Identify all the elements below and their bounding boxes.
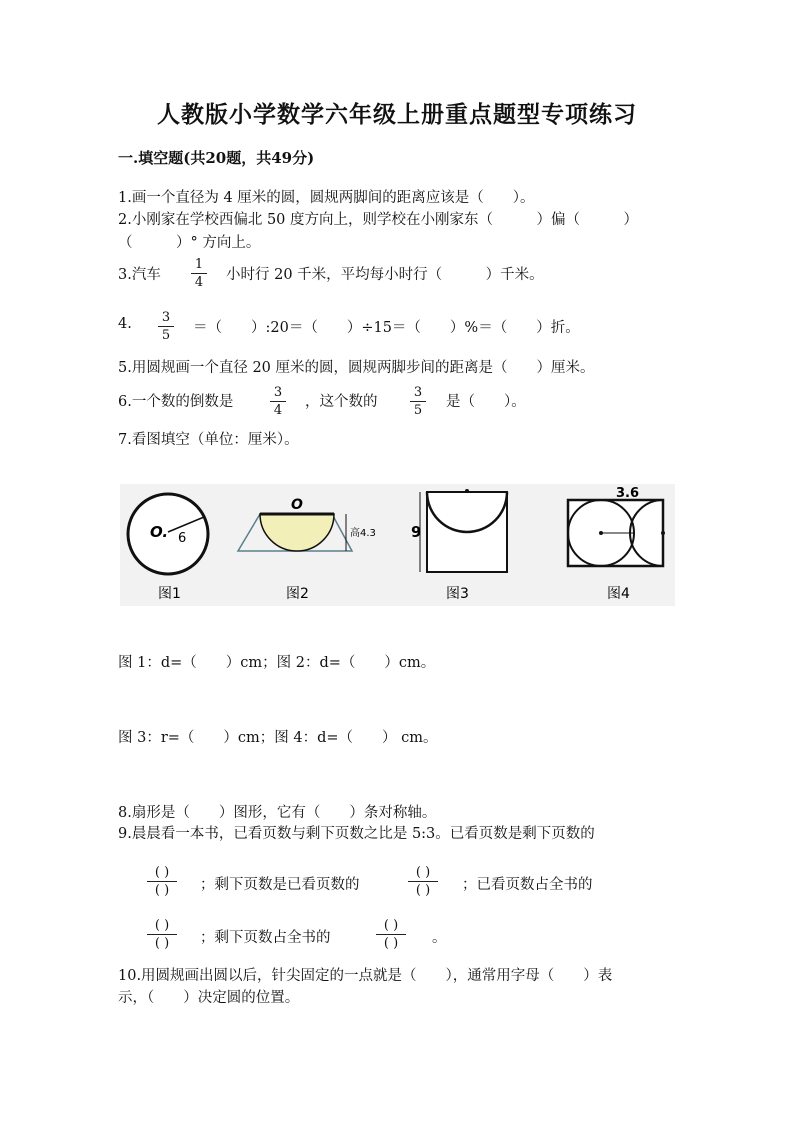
- question-2-line-2: （ ）° 方向上。: [118, 235, 261, 251]
- radius-label: 6: [178, 531, 187, 546]
- side-length-label: 9: [411, 523, 422, 541]
- fraction-numerator: 1: [194, 257, 204, 272]
- question-6-middle: ，这个数的: [305, 394, 378, 410]
- question-4-prefix: 4.: [118, 316, 132, 332]
- fraction-bar: [410, 401, 426, 402]
- fraction-bar: [408, 881, 438, 882]
- question-6-fraction-1: [270, 385, 286, 418]
- question-6-suffix: 是（ ）。: [446, 394, 526, 410]
- figure-1-label: 图1: [158, 586, 181, 602]
- question-9-blank-fraction-2: [408, 865, 438, 898]
- fraction-denominator: ( ): [415, 883, 431, 898]
- fraction-bar: [191, 273, 207, 274]
- question-7: 7.看图填空（单位：厘米）。: [118, 432, 299, 448]
- fraction-numerator: 3: [273, 385, 283, 400]
- question-2-line-1: 2.小刚家在学校西偏北 50 度方向上，则学校在小刚家东（ ）偏（ ）: [118, 212, 639, 228]
- fraction-denominator: 4: [273, 403, 283, 418]
- question-7-fill-1: 图 1：d=（ ）cm；图 2：d=（ ）cm。: [118, 655, 436, 671]
- fraction-denominator: 5: [413, 403, 423, 418]
- fraction-numerator: ( ): [415, 865, 431, 880]
- fraction-denominator: ( ): [383, 936, 399, 951]
- question-9-end: 。: [432, 930, 447, 946]
- figure-1-circle: [128, 494, 208, 574]
- fraction-denominator: 4: [194, 275, 204, 290]
- figure-4-label: 图4: [607, 586, 630, 602]
- question-7-fill-2: 图 3：r=（ ）cm；图 4：d=（ ） cm。: [118, 730, 438, 746]
- fraction-bar: [147, 881, 177, 882]
- top-length-label: 3.6: [616, 486, 640, 501]
- fraction-bar: [158, 326, 174, 327]
- question-10-line-2: 示，（ ）决定圆的位置。: [118, 990, 300, 1006]
- fraction-denominator: 5: [161, 328, 171, 343]
- question-3-prefix: 3.汽车: [118, 267, 161, 283]
- fraction-numerator: ( ): [154, 918, 170, 933]
- fraction-denominator: ( ): [154, 883, 170, 898]
- figure-2-label: 图2: [286, 586, 309, 602]
- question-3-fraction: [191, 257, 207, 290]
- question-1: 1.画一个直径为 4 厘米的圆，圆规两脚间的距离应该是（ ）。: [118, 190, 535, 206]
- fraction-numerator: ( ): [154, 865, 170, 880]
- question-6-fraction-2: [410, 385, 426, 418]
- question-8: 8.扇形是（ ）图形，它有（ ）条对称轴。: [118, 805, 437, 821]
- question-4-suffix: ＝（ ）:20＝（ ）÷15＝（ ）%＝（ ）折。: [193, 320, 580, 336]
- center-dot: [599, 531, 603, 535]
- fraction-numerator: 3: [161, 310, 171, 325]
- question-6-prefix: 6.一个数的倒数是: [118, 394, 234, 410]
- section-heading: 一.填空题(共20题，共49分): [118, 149, 315, 167]
- height-label: 高4.3: [350, 528, 376, 539]
- figure-3-label: 图3: [446, 586, 469, 602]
- geometry-figures: [120, 484, 675, 606]
- question-10-line-1: 10.用圆规画出圆以后，针尖固定的一点就是（ ），通常用字母（ ）表: [118, 968, 613, 984]
- center-dot: [661, 531, 665, 535]
- fraction-bar: [147, 934, 177, 935]
- question-9-blank-fraction-1: [147, 865, 177, 898]
- fraction-bar: [270, 401, 286, 402]
- question-5: 5.用圆规画一个直径 20 厘米的圆，圆规两脚步间的距离是（ ）厘米。: [118, 360, 595, 376]
- question-9-blank-fraction-4: [376, 918, 406, 951]
- fraction-numerator: ( ): [383, 918, 399, 933]
- question-9-text-2: ；已看页数占全书的: [462, 877, 593, 893]
- question-9-blank-fraction-3: [147, 918, 177, 951]
- midpoint-dot: [465, 489, 469, 493]
- page-title: 人教版小学数学六年级上册重点题型专项练习: [157, 101, 637, 128]
- fraction-bar: [376, 934, 406, 935]
- center-label: O: [291, 497, 303, 513]
- question-9: 9.晨晨看一本书，已看页数与剩下页数之比是 5:3。已看页数是剩下页数的: [118, 826, 595, 842]
- center-label: O.: [150, 523, 169, 541]
- fraction-numerator: 3: [413, 385, 423, 400]
- question-4-fraction: [158, 310, 174, 343]
- question-9-text-3: ；剩下页数占全书的: [200, 930, 331, 946]
- question-3-suffix: 小时行 20 千米，平均每小时行（ ）千米。: [226, 267, 544, 283]
- question-9-text-1: ；剩下页数是已看页数的: [200, 877, 360, 893]
- fraction-denominator: ( ): [154, 936, 170, 951]
